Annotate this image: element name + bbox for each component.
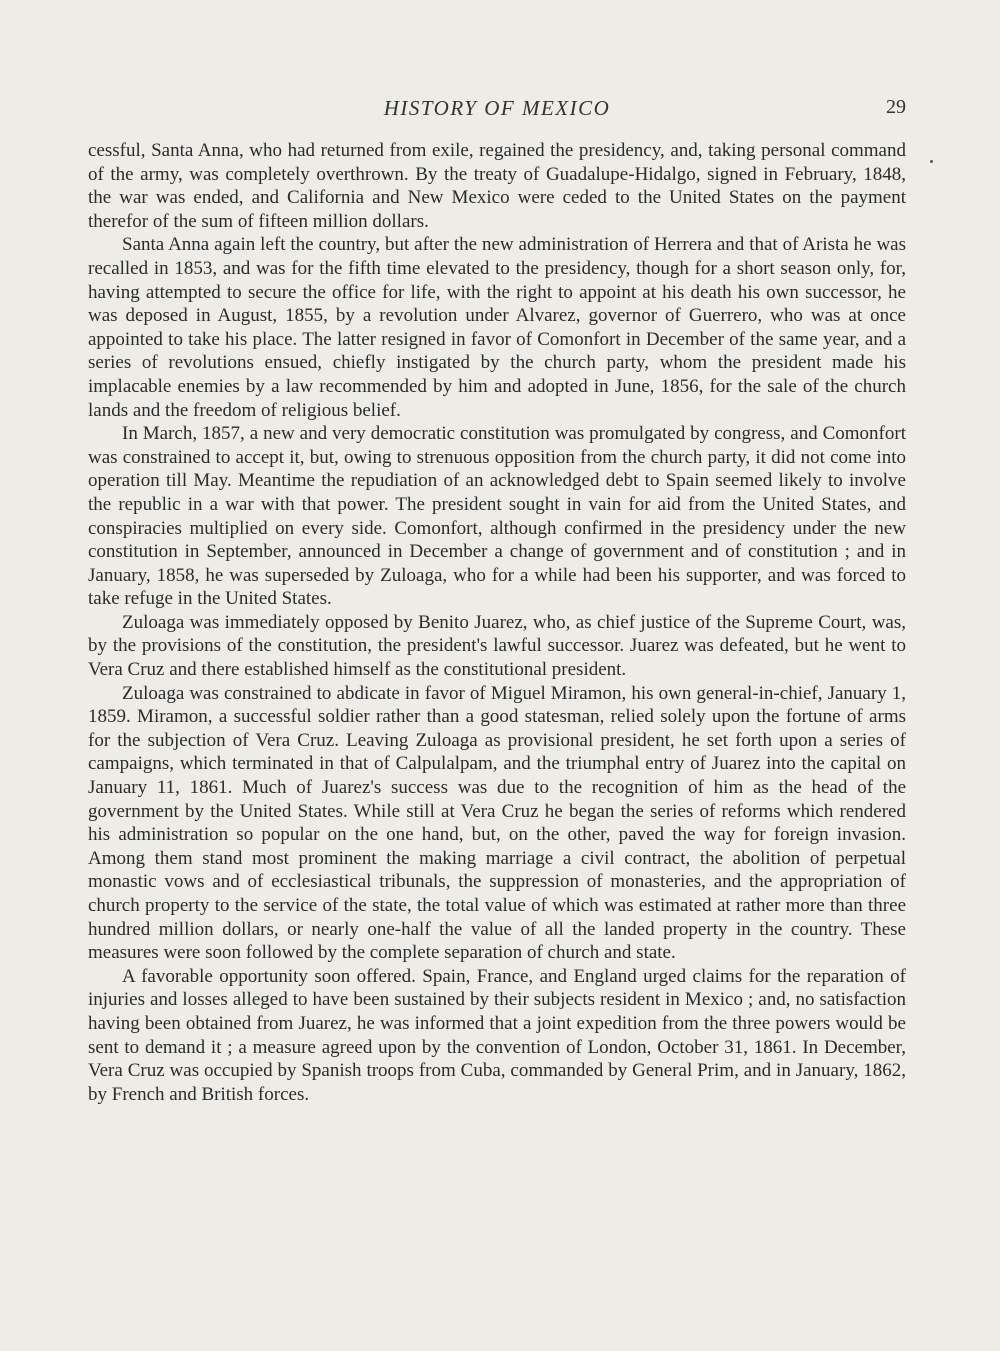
paragraph: Zuloaga was constrained to abdicate in favor of Miguel Miramon, his own general-in-chief, January 1, 1859. Miramon, a successful soldier rather than a good statesman, relied solely upon the fortune of arms for the subjection of Vera Cruz. Leaving Zuloaga as provisional president, he set forth upon a series of campaigns, which terminated in that of Calpulalpam, and the triumphal entry of Juarez into the capital on January 11, 1861. Much of Juarez's success was due to the recognition of him as the head of the government by the United States. While still at Vera Cruz he began the series of reforms which rendered his administration so popular on the one hand, but, on the other, paved the way for foreign invasion. Among them stand most prominent the making marriage a civil contract, the abolition of perpetual monastic vows and of ecclesiastical tribunals, the suppression of monasteries, and the appropriation of church property to the service of the state, the total value of which was estimated at rather more than three hundred million dollars, or nearly one-half the value of all the landed property in the country. These measures were soon followed by the complete separation of church and state. (88, 682, 906, 964)
paragraph: A favorable opportunity soon offered. Spain, France, and England urged claims for the reparation of injuries and losses alleged to have been sustained by their subjects resident in Mexico ; and, no satisfaction having been obtained from Juarez, he was informed that a joint expedition from the three powers would be sent to demand it ; a measure agreed upon by the convention of London, October 31, 1861. In December, Vera Cruz was occupied by Spanish troops from Cuba, commanded by General Prim, and in January, 1862, by French and British forces. (88, 965, 906, 1105)
paragraph: cessful, Santa Anna, who had returned from exile, regained the presidency, and, taking personal command of the army, was completely overthrown. By the treaty of Guadalupe-Hidalgo, signed in February, 1848, the war was ended, and California and New Mexico were ceded to the United States on the payment therefor of the sum of fifteen million dollars. (88, 140, 906, 232)
page-number: 29 (886, 96, 906, 118)
paragraph: Santa Anna again left the country, but after the new administration of Herrera and that of Arista he was recalled in 1853, and was for the fifth time elevated to the presidency, though for a short season only, for, having attempted to secure the office for life, with the right to appoint at his death his own successor, he was deposed in August, 1855, by a revolution under Alvarez, governor of Guerrero, who was at once appointed to take his place. The latter resigned in favor of Comonfort in December of the same year, and a series of revolutions ensued, chiefly instigated by the church party, whom the president made his implacable enemies by a law recommended by him and adopted in June, 1856, for the sale of the church lands and the freedom of religious belief. (88, 234, 906, 421)
running-title: HISTORY OF MEXICO (383, 96, 611, 120)
ink-speck (930, 160, 933, 163)
paragraph: Zuloaga was immediately opposed by Benito Juarez, who, as chief justice of the Supreme Court, was, by the provisions of the constitution, the president's lawful successor. Juarez was defeated, but he went to Vera Cruz and there established himself as the constitutional president. (88, 611, 906, 681)
paragraph: In March, 1857, a new and very democratic constitution was promulgated by congress, and Comonfort was constrained to accept it, but, owing to strenuous opposition from the church party, it did not come into operation till May. Meantime the repudiation of an acknowledged debt to Spain seemed likely to involve the republic in a war with that power. The president sought in vain for aid from the United States, and conspiracies multiplied on every side. Comonfort, although confirmed in the presidency under the new constitution in September, announced in December a change of government and of constitution ; and in January, 1858, he was superseded by Zuloaga, who for a while had been his supporter, and was forced to take refuge in the United States. (88, 423, 906, 610)
running-head (88, 96, 906, 126)
body-text (88, 139, 906, 1106)
